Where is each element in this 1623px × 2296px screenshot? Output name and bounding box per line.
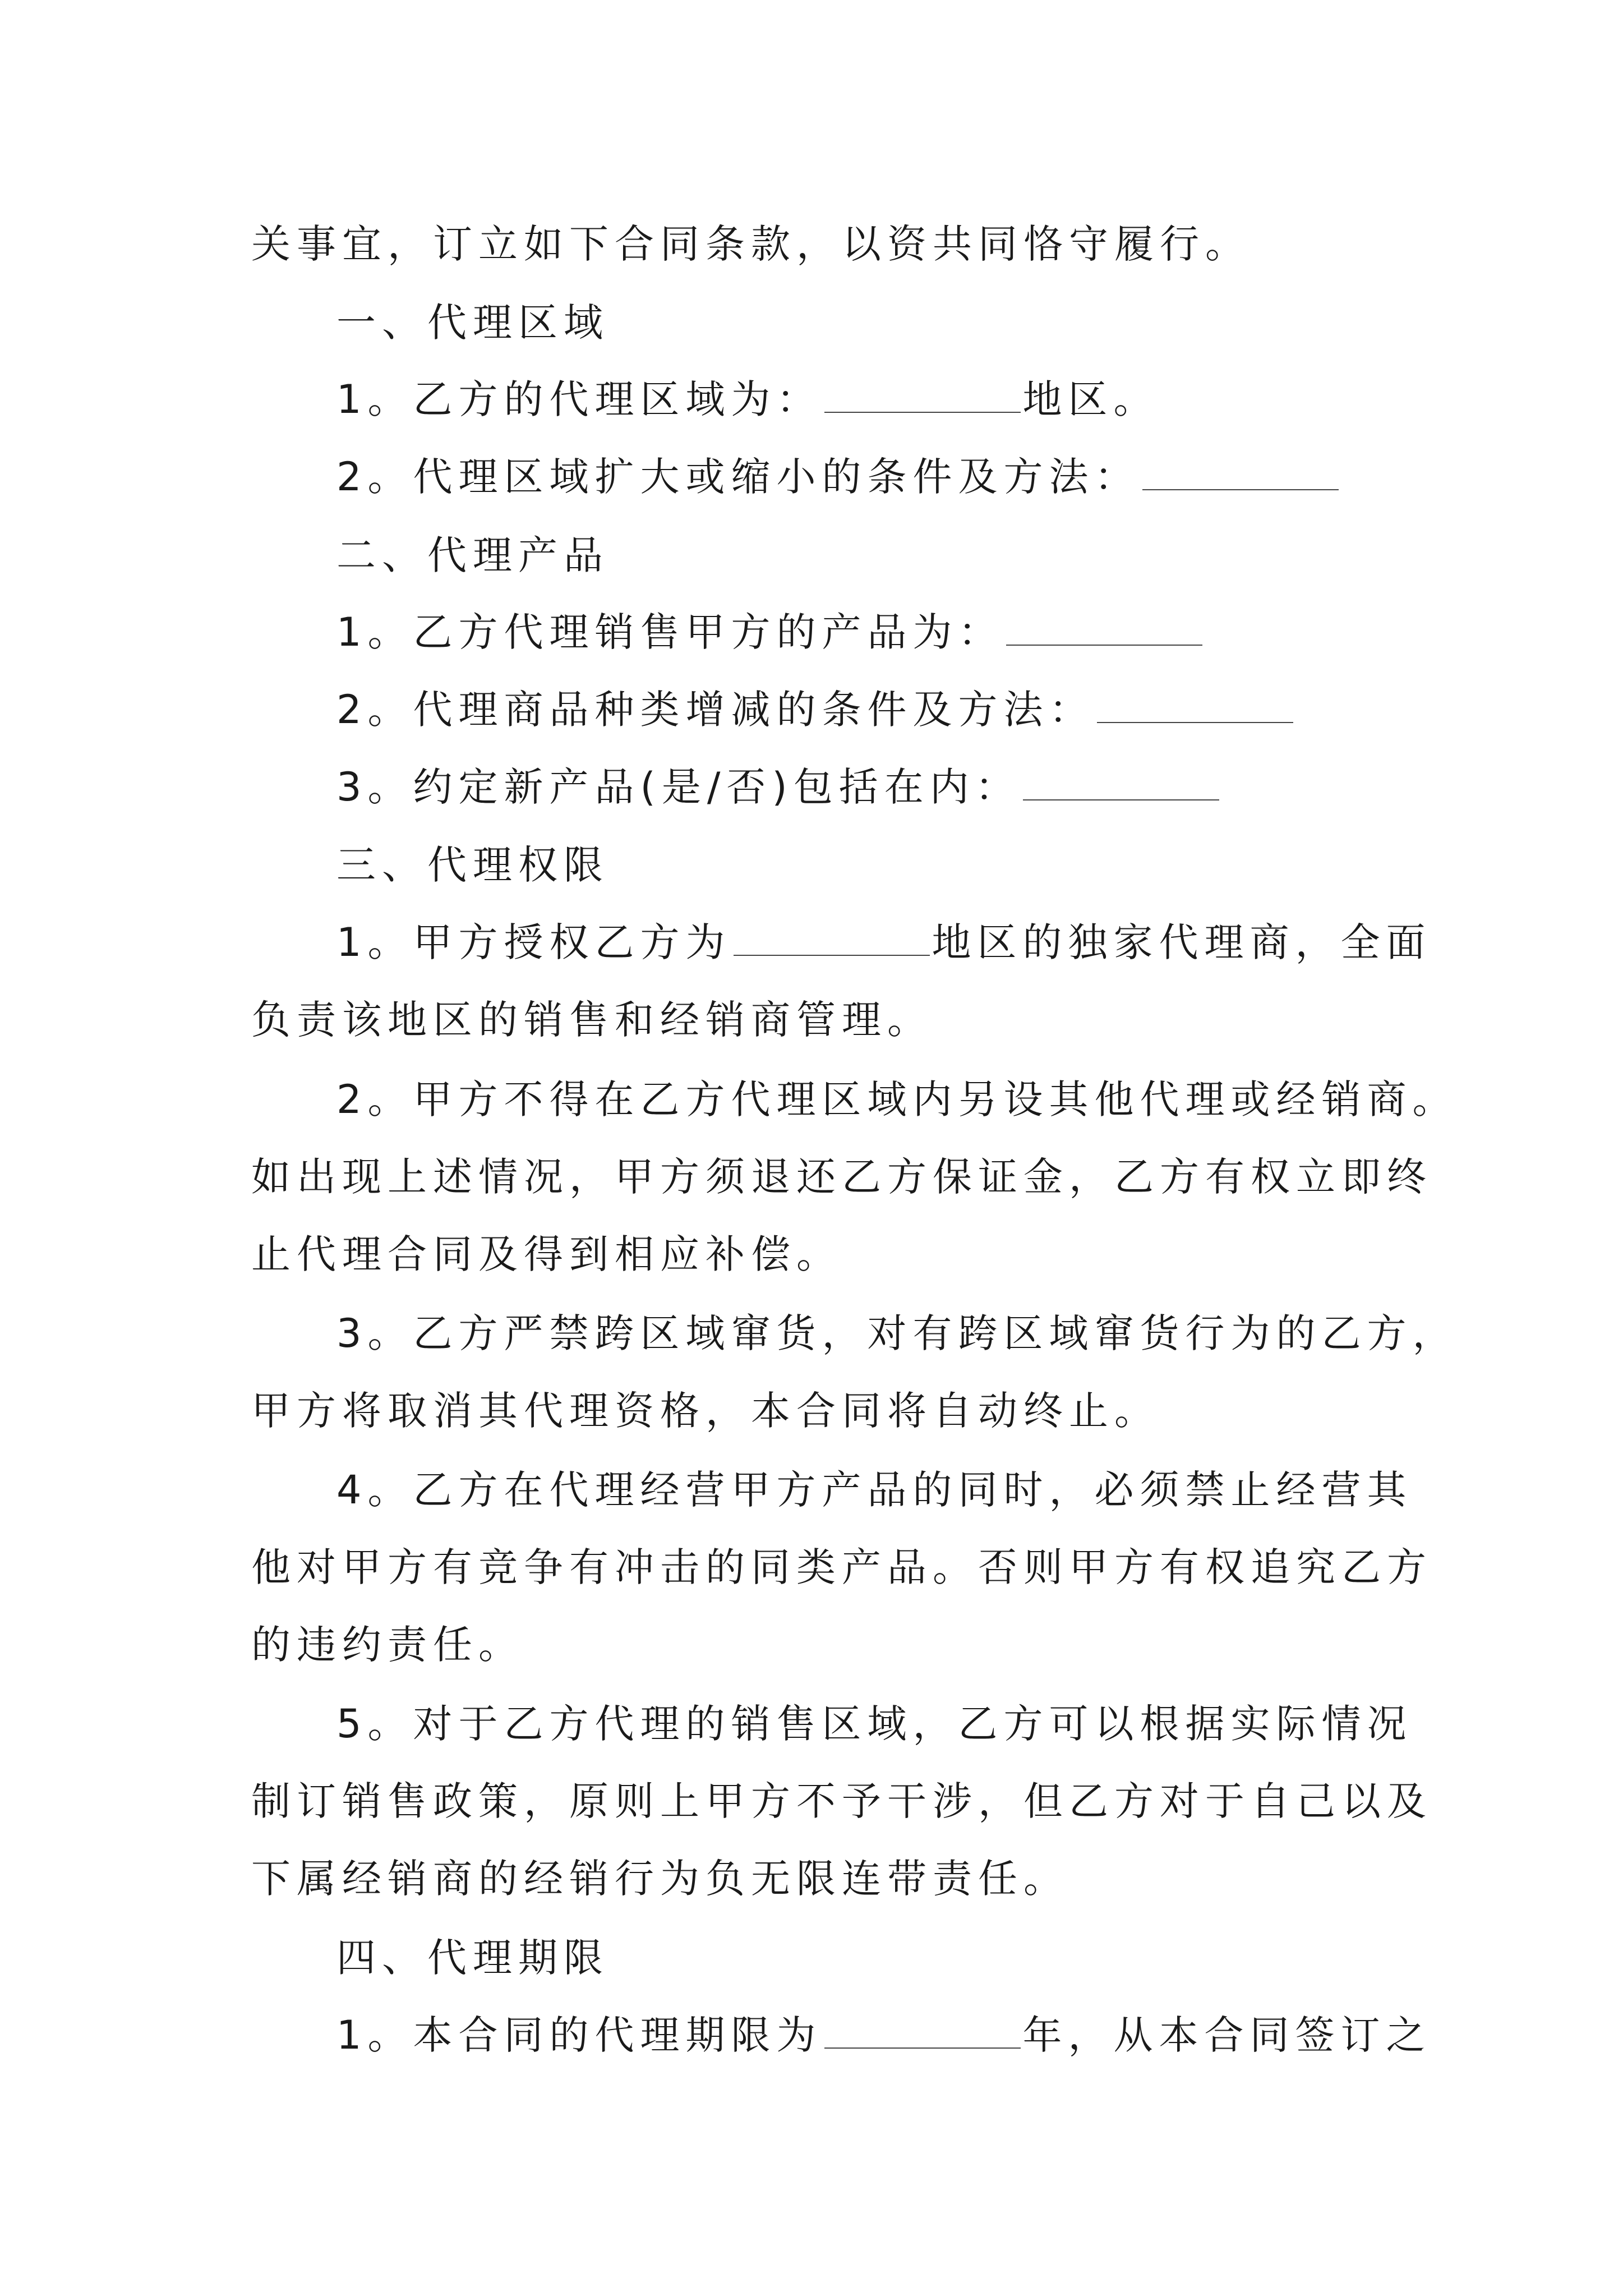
fill-in-blank[interactable] [1142, 455, 1339, 490]
clause-text: 2。代理区域扩大或缩小的条件及方法： [336, 454, 1140, 500]
paragraph-line: 4。乙方在代理经营甲方产品的同时，必须禁止经营其 [336, 1467, 1413, 1513]
fill-in-blank[interactable] [1023, 766, 1219, 800]
paragraph-line: 止代理合同及得到相应补偿。 [251, 1231, 842, 1277]
paragraph-line: 2。甲方不得在乙方代理区域内另设其他代理或经销商。 [336, 1076, 1458, 1122]
paragraph-line: 下属经销商的经销行为负无限连带责任。 [251, 1856, 1069, 1902]
fill-in-blank[interactable] [824, 378, 1021, 413]
clause-line [336, 759, 1221, 815]
fill-in-blank[interactable] [1006, 611, 1202, 646]
clause-text: 3。约定新产品(是/否)包括在内： [336, 764, 1021, 810]
clause-line [336, 604, 1205, 660]
fill-in-blank[interactable] [824, 2014, 1021, 2049]
section-heading: 一、代理区域 [336, 300, 609, 346]
paragraph-line: 如出现上述情况，甲方须退还乙方保证金，乙方有权立即终 [251, 1154, 1432, 1200]
clause-text: 1。乙方代理销售甲方的产品为： [336, 609, 1004, 655]
paragraph-line: 制订销售政策，原则上甲方不予干涉，但乙方对于自己以及 [251, 1778, 1432, 1824]
paragraph-line: 负责该地区的销售和经销商管理。 [251, 997, 933, 1043]
clause-line [336, 371, 1159, 427]
clause-line [336, 449, 1341, 505]
section-heading: 二、代理产品 [336, 532, 609, 578]
paragraph-line: 3。乙方严禁跨区域窜货，对有跨区域窜货行为的乙方， [336, 1310, 1458, 1356]
paragraph-line: 5。对于乙方代理的销售区域，乙方可以根据实际情况 [336, 1701, 1413, 1747]
clause-text: 2。代理商品种类增减的条件及方法： [336, 687, 1095, 733]
clause-text: 1。本合同的代理期限为 [336, 2012, 822, 2058]
clause-text: 地区的独家代理商，全面 [932, 919, 1432, 965]
paragraph-line: 他对甲方有竞争有冲击的同类产品。否则甲方有权追究乙方 [251, 1544, 1432, 1590]
section-heading: 四、代理期限 [336, 1935, 609, 1981]
fill-in-blank[interactable] [1097, 688, 1293, 723]
clause-text: 1。甲方授权乙方为 [336, 919, 731, 965]
section-heading: 三、代理权限 [336, 842, 609, 888]
fill-in-blank[interactable] [734, 921, 930, 956]
clause-line [336, 914, 1432, 970]
clause-text: 地区。 [1022, 376, 1159, 422]
paragraph-line: 关事宜，订立如下合同条款，以资共同恪守履行。 [251, 221, 1251, 267]
clause-text: 年，从本合同签订之 [1022, 2012, 1432, 2058]
paragraph-line: 的违约责任。 [251, 1622, 524, 1668]
clause-line [336, 2007, 1432, 2063]
clause-text: 1。乙方的代理区域为： [336, 376, 822, 422]
paragraph-line: 甲方将取消其代理资格，本合同将自动终止。 [251, 1388, 1160, 1434]
clause-line [336, 682, 1295, 738]
